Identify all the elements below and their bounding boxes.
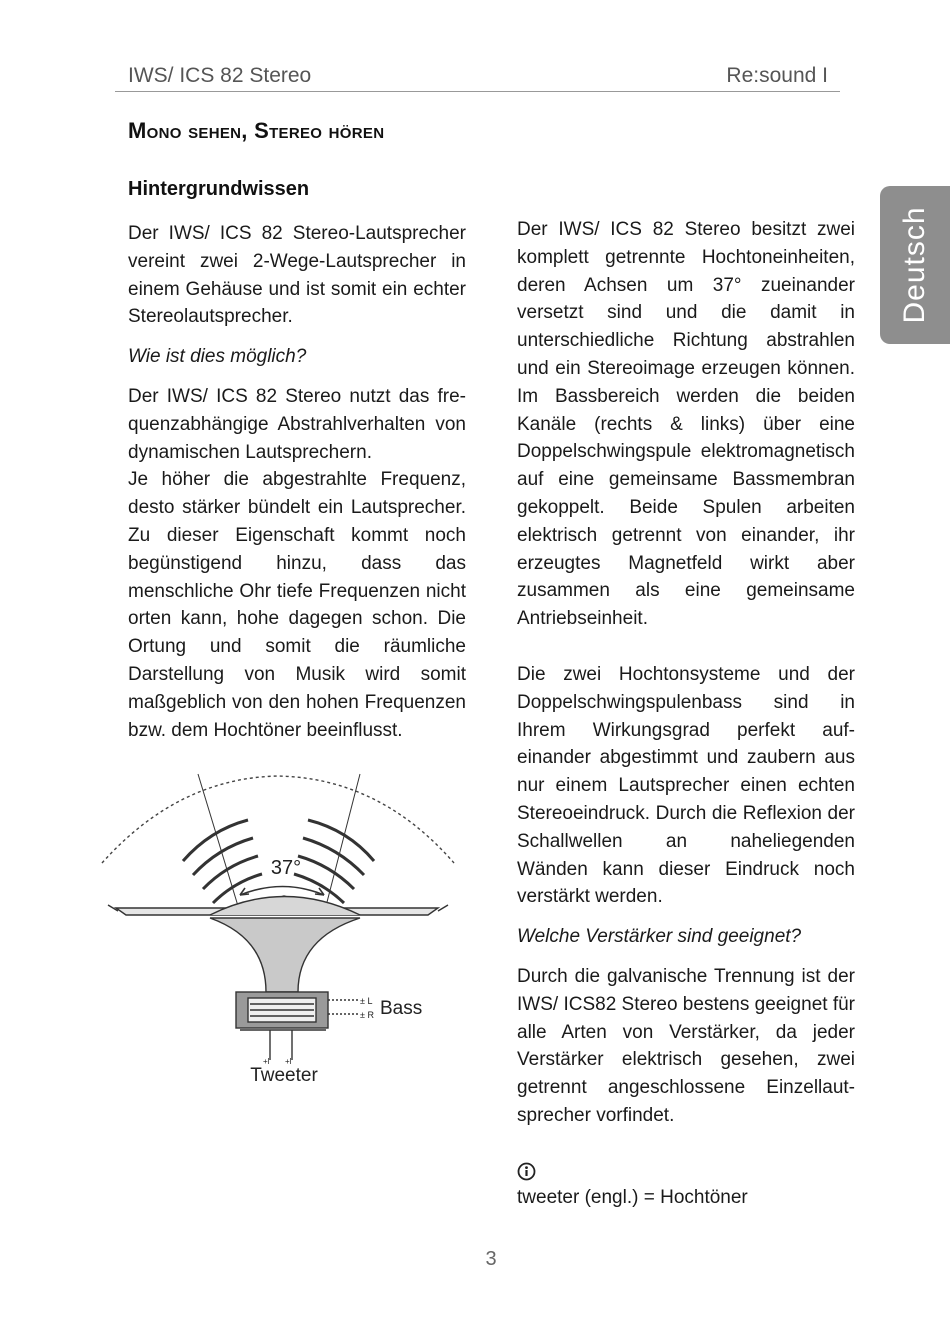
right-column xyxy=(517,216,855,1130)
info-icon xyxy=(517,1162,536,1181)
tweeter-pin-b: +l xyxy=(285,1057,292,1066)
right-paragraph-1: Der IWS/ ICS 82 Stereo besitzt zwei komplett getrennte Hochtoneinheiten, deren Achsen um 37° zueinander versetzt sind und die damit in unterschiedliche Richtung abstrahlen und ein Stereoimage erzeugen können. Im Bassbereich werden die beiden Kanäle (rechts & links) über eine Doppelschwingspule elektromagnetisch auf eine gemeinsame Bassmembran gekoppelt. Beide Spulen arbeiten elektrisch getrennt von einander, ihr erzeugtes Magnetfeld wirkt aber zusammen als eine gemeinsame Antriebseinheit. xyxy=(517,219,855,630)
right-question: Welche Verstärker sind geeignet? xyxy=(517,926,802,948)
subheading: Hintergrundwissen xyxy=(128,178,310,200)
left-question: Wie ist dies möglich? xyxy=(128,346,307,368)
left-column xyxy=(128,220,466,744)
tweeter-pin-a: +l xyxy=(263,1057,270,1066)
angle-label: 37° xyxy=(270,857,302,879)
speaker-diagram xyxy=(98,768,460,1093)
note-text: tweeter (engl.) = Hochtöner xyxy=(517,1187,748,1208)
header-title-right: Re:sound I xyxy=(726,64,828,87)
page-number: 3 xyxy=(485,1248,497,1270)
language-tab xyxy=(880,186,950,344)
section-title: Mono sehen, Stereo hören xyxy=(128,118,385,143)
left-paragraph-2: Der IWS/ ICS 82 Stereo nutzt das frequenzabhängige Abstrahlverhalten von dynamischen Lautsprechern. xyxy=(128,385,466,463)
left-paragraph-3: Je höher die abgestrahlte Frequenz, desto stärker bündelt ein Lautsprecher. Zu dieser Eigenschaft kommt noch begünstigend hinzu, dass das menschliche Ohr tiefe Frequenzen nicht orten kann, hohe dagegen schon. Die Ortung und somit die räumliche Darstellung von Musik wird somit maßgeblich von den hohen Frequenzen bzw. dem Hochtöner beeinflusst. xyxy=(128,469,466,741)
tweeter-label: Tweeter xyxy=(250,1065,318,1086)
right-paragraph-3: Durch die galvanische Trennung ist der IWS/ ICS82 Stereo bestens geeignet für alle Arten von Verstärker, da jeder Verstärker elektrisch gesehen, zwei getrennt angeschlossene Einzellautsprecher vorfindet. xyxy=(517,965,855,1126)
bass-pin-r: ± R xyxy=(360,1010,374,1020)
header-divider xyxy=(115,91,840,92)
bass-pin-l: ± L xyxy=(360,996,373,1006)
bass-label: Bass xyxy=(380,998,423,1019)
left-paragraph-1: Der IWS/ ICS 82 Stereo-Lautsprecher vereint zwei 2-Wege-Lautsprecher in einem Gehäuse und ist somit ein echter Stereolautsprecher. xyxy=(128,223,466,328)
speaker-diagram-svg xyxy=(98,768,460,1093)
header-title-left: IWS/ ICS 82 Stereo xyxy=(128,64,312,87)
language-tab-label: Deutsch xyxy=(898,206,931,324)
right-paragraph-2: Die zwei Hochtonsysteme und der Doppelschwingspulenbass sind in Ihrem Wirkungsgrad perfekt aufeinander abgestimmt und zaubern aus nur einem Lautsprecher einen echten Stereoeindruck. Durch die Reflexion der Schallwellen an naheliegenden Wänden kann dieser Eindruck noch verstärkt werden. xyxy=(517,663,855,908)
